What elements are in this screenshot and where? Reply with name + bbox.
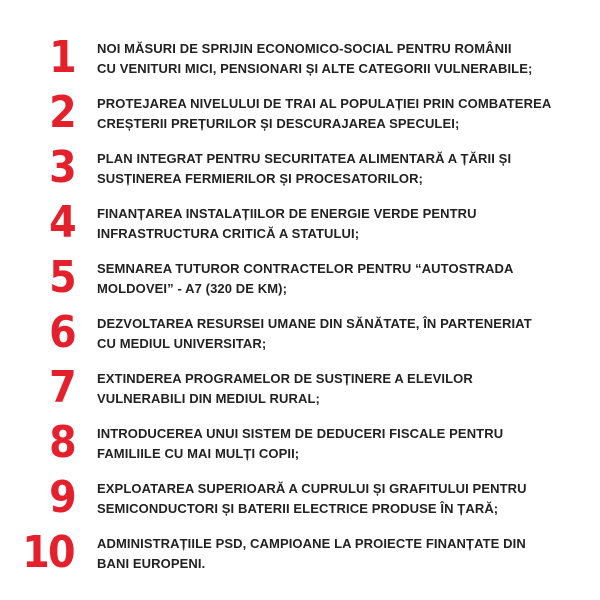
item-line: INTRODUCEREA UNUI SISTEM DE DEDUCERI FISCALE PENTRU (97, 426, 504, 441)
item-line: INFRASTRUCTURA CRITICĂ A STATULUI; (97, 225, 360, 241)
item-number: 9 (49, 472, 75, 523)
item-line: ADMINISTRAȚIILE PSD, CAMPIOANE LA PROIECTE FINANȚATE DIN (97, 536, 526, 551)
item-number: 1 (49, 32, 75, 83)
item-text (97, 534, 592, 573)
item-number: 7 (49, 362, 75, 413)
list-item (0, 195, 600, 251)
item-line: VULNERABILI DIN MEDIUL RURAL; (97, 390, 320, 406)
item-number: 2 (49, 87, 75, 138)
item-line: SEMICONDUCTORI ȘI BATERII ELECTRICE PRODUSE ÎN ȚARĂ; (97, 500, 499, 516)
item-line: CREȘTERII PREȚURILOR ȘI DESCURAJAREA SPECULEI; (97, 115, 460, 131)
item-text (97, 314, 592, 353)
item-text (97, 149, 592, 188)
item-number: 10 (22, 527, 74, 578)
item-text (97, 259, 592, 298)
item-line: NOI MĂSURI DE SPRIJIN ECONOMICO-SOCIAL PENTRU ROMÂNII (97, 41, 512, 56)
item-line: MOLDOVEI” - A7 (320 DE KM); (97, 280, 288, 296)
list-item (0, 140, 600, 196)
item-text (97, 204, 592, 243)
list-item (0, 470, 600, 526)
item-number: 8 (49, 417, 75, 468)
item-number: 5 (49, 252, 75, 303)
item-line: SEMNAREA TUTUROR CONTRACTELOR PENTRU “AUTOSTRADA (97, 261, 514, 276)
item-line: DEZVOLTAREA RESURSEI UMANE DIN SĂNĂTATE, ÎN PARTENERIAT (97, 316, 532, 331)
item-line: EXTINDEREA PROGRAMELOR DE SUSȚINERE A ELEVILOR (97, 371, 473, 386)
item-line: PLAN INTEGRAT PENTRU SECURITATEA ALIMENTARĂ A ȚĂRII ȘI (97, 151, 512, 166)
list-item (0, 360, 600, 416)
item-text (97, 39, 592, 78)
item-line: BANI EUROPENI. (97, 555, 206, 571)
item-line: FAMILIILE CU MAI MULȚI COPII; (97, 445, 300, 461)
item-number: 3 (49, 142, 75, 193)
item-line: PROTEJAREA NIVELULUI DE TRAI AL POPULAȚIEI PRIN COMBATEREA (97, 96, 552, 111)
item-line: CU VENITURI MICI, PENSIONARI ȘI ALTE CATEGORII VULNERABILE; (97, 60, 533, 76)
item-line: CU MEDIUL UNIVERSITAR; (97, 335, 267, 351)
item-text (97, 479, 592, 518)
item-text (97, 369, 592, 408)
item-text (97, 424, 592, 463)
item-line: FINANȚAREA INSTALAȚIILOR DE ENERGIE VERDE PENTRU (97, 206, 477, 221)
item-number: 6 (49, 307, 75, 358)
item-line: SUSȚINEREA FERMIERILOR ȘI PROCESATORILOR; (97, 170, 423, 186)
item-line: EXPLOATAREA SUPERIOARĂ A CUPRULUI ȘI GRAFITULUI PENTRU (97, 481, 527, 496)
item-text (97, 94, 592, 133)
list-item (0, 305, 600, 361)
item-number: 4 (49, 197, 75, 248)
list-item (0, 525, 600, 581)
list-item (0, 250, 600, 306)
list-item (0, 415, 600, 471)
list-item (0, 85, 600, 141)
list-item (0, 30, 600, 86)
